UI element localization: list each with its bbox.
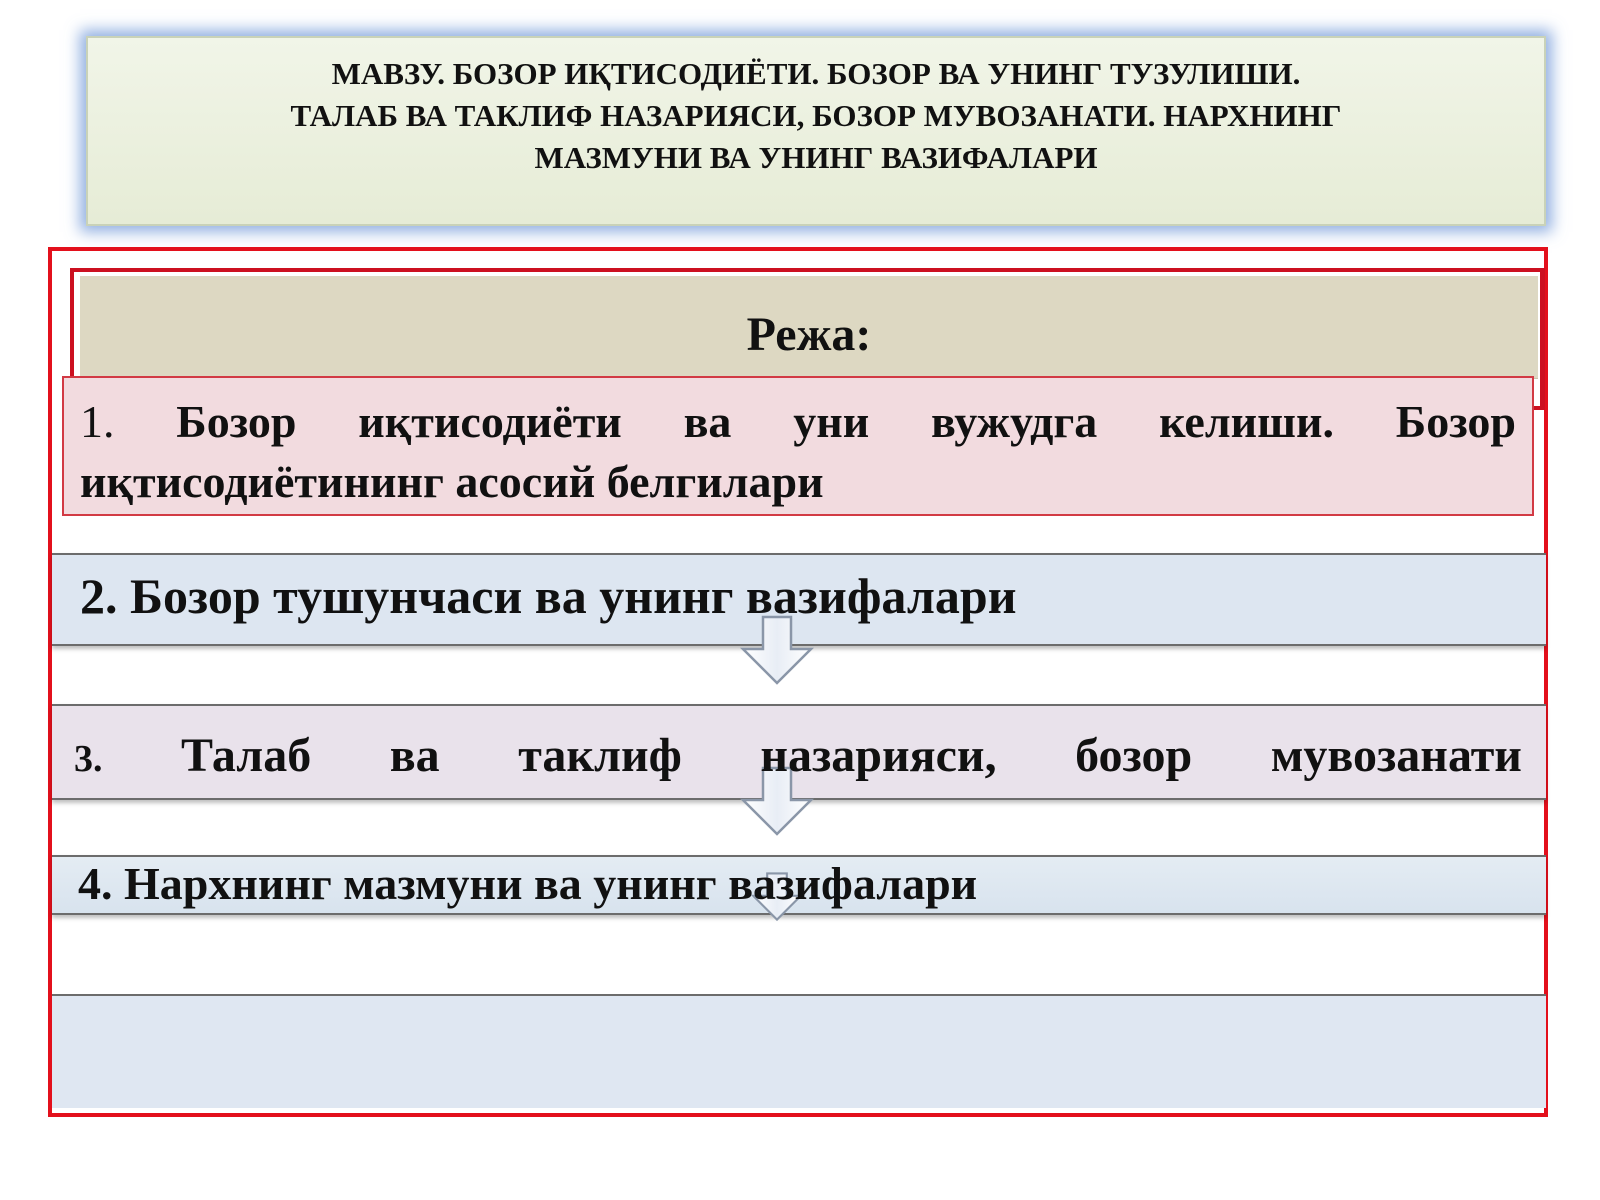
plan-item-3-word: ва xyxy=(389,729,440,782)
plan-item-3-word: бозор xyxy=(1075,729,1193,782)
down-arrow-icon xyxy=(737,615,817,695)
plan-item-4: 4. Нархнинг мазмуни ва унинг вазифалари xyxy=(78,858,978,909)
plan-item-3-word: Талаб xyxy=(181,729,312,782)
plan-item-2: 2. Бозор тушунчаси ва унинг вазифалари xyxy=(80,568,1017,624)
plan-item-3 xyxy=(74,726,1522,789)
plan-item-1 xyxy=(62,376,1534,516)
plan-item-3-word: таклиф xyxy=(518,729,682,782)
plan-item-1-label: Бозор иқтисодиёти ва уни вужудга келиши. Бозор иқтисодиётининг асосий белгилари xyxy=(80,396,1517,507)
topic-title-box xyxy=(86,36,1546,226)
topic-title-line-3: МАЗМУНИ ВА УНИНГ ВАЗИФАЛАРИ xyxy=(534,140,1098,175)
topic-title-line-2: ТАЛАБ ВА ТАКЛИФ НАЗАРИЯСИ, БОЗОР МУВОЗАНАТИ. НАРХНИНГ xyxy=(290,98,1342,133)
plan-item-3-word: мувозанати xyxy=(1270,729,1522,782)
plan-item-3-word: назарияси, xyxy=(760,729,997,782)
plan-item-3-number: 3. xyxy=(74,738,103,780)
plan-item-1-number: 1. xyxy=(80,396,115,447)
empty-band xyxy=(52,994,1546,1108)
plan-item-1-text xyxy=(80,392,1516,512)
topic-title-line-1: МАВЗУ. БОЗОР ИҚТИСОДИЁТИ. БОЗОР ВА УНИНГ ТУЗУЛИШИ. xyxy=(331,56,1301,91)
plan-heading: Режа: xyxy=(746,308,872,361)
